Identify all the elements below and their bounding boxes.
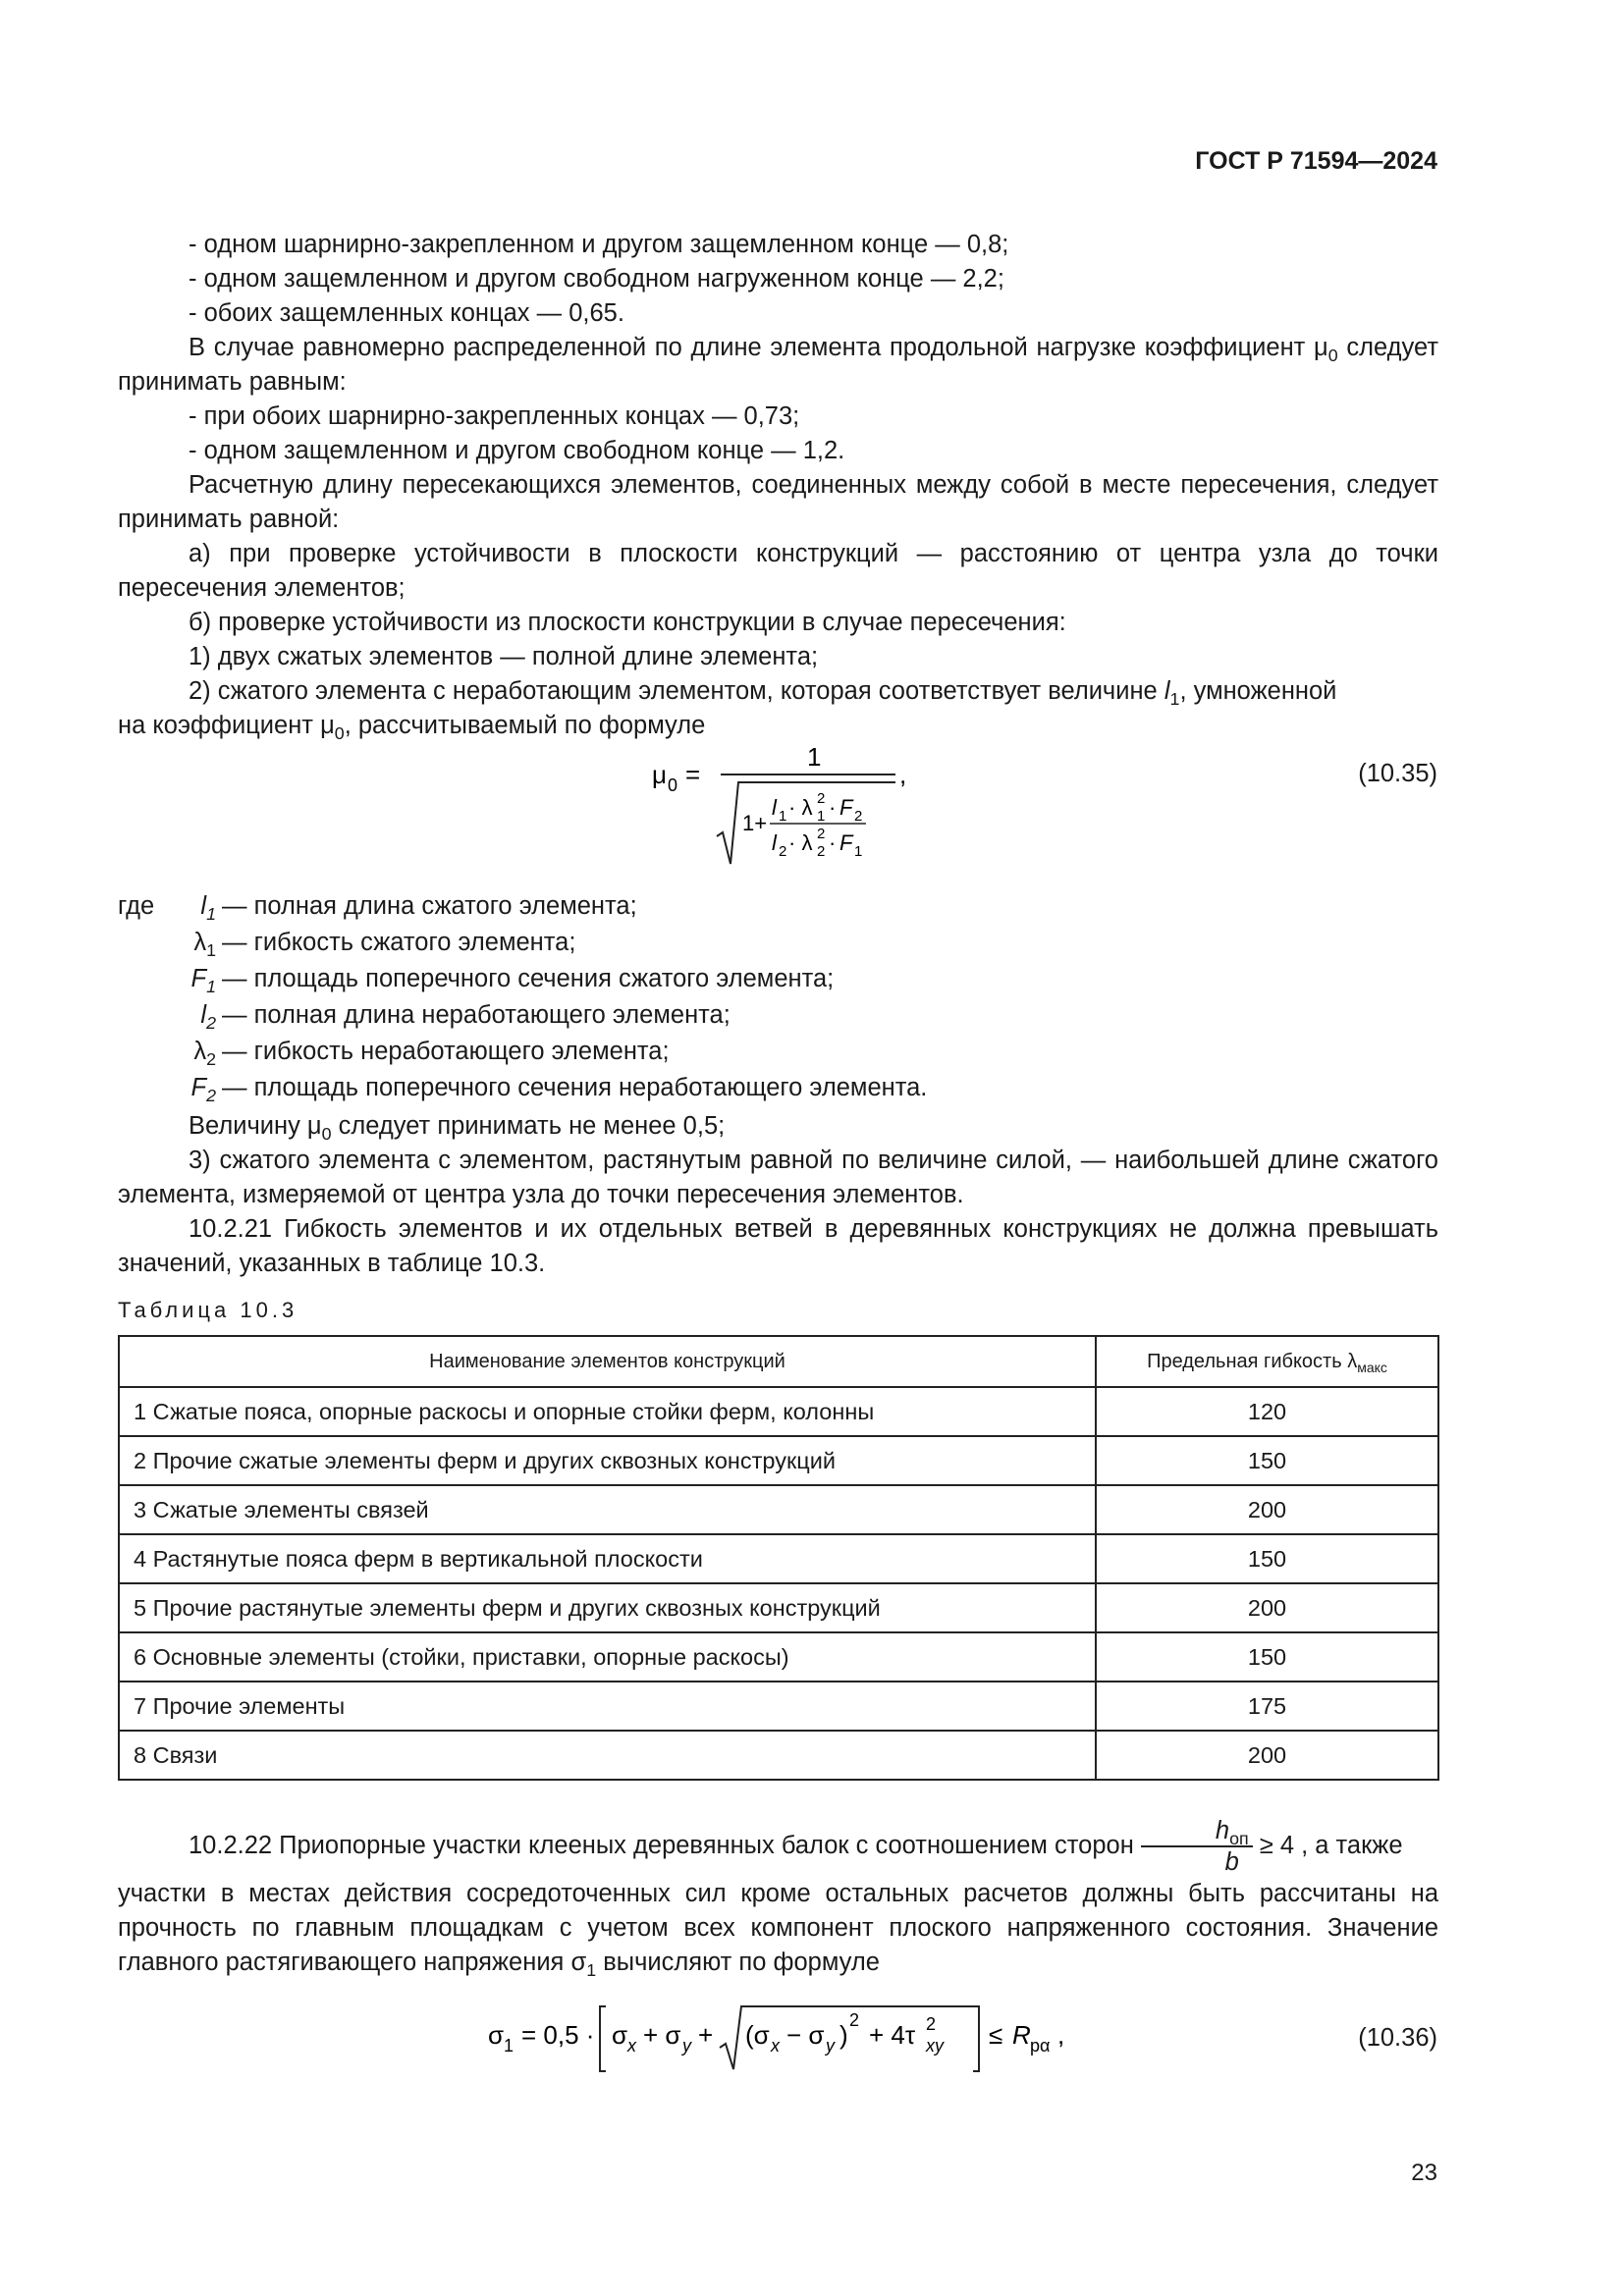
table-row xyxy=(119,1583,1438,1632)
svg-text:2: 2 xyxy=(817,790,826,807)
svg-text:· λ: · λ xyxy=(788,795,813,820)
svg-text:σ: σ xyxy=(488,2020,505,2050)
svg-text:− σ: − σ xyxy=(786,2020,825,2050)
list-item: - одном защемленном и другом свободном конце — 1,2. xyxy=(189,437,845,464)
equation-number: (10.35) xyxy=(1358,760,1437,787)
table-cell: 150 xyxy=(1096,1534,1438,1583)
definitions-list xyxy=(118,888,927,1106)
definition-row: $\lambda_2$ — гибкость неработающего элемента; xyxy=(193,1038,670,1070)
table-cell: 2 Прочие сжатые элементы ферм и других сквозных конструкций xyxy=(119,1436,1096,1485)
table-cell: 200 xyxy=(1096,1583,1438,1632)
limit-flexibility-table xyxy=(118,1335,1439,1781)
list-item: - обоих защемленных концах — 0,65. xyxy=(189,299,624,327)
table-cell: 8 Связи xyxy=(119,1731,1096,1780)
table-cell: 7 Прочие элементы xyxy=(119,1682,1096,1731)
column-header: Наименование элементов конструкций xyxy=(119,1336,1096,1387)
paragraph: 10.2.22 Приопорные участки клееных деревянных балок с соотношением сторон $\frac{h_{оп}}{b}$ ≥ 4 , а также xyxy=(189,1817,1403,1877)
table-cell: 6 Основные элементы (стойки, приставки, опорные раскосы) xyxy=(119,1632,1096,1682)
svg-text:l: l xyxy=(772,795,777,820)
definition-row: $l_2$ — полная длина неработающего элемента; xyxy=(200,1001,731,1034)
svg-text:,: , xyxy=(1057,2020,1065,2050)
svg-text:σ: σ xyxy=(612,2020,628,2050)
svg-text:l: l xyxy=(772,830,777,855)
paragraph: 10.2.21 Гибкость элементов и их отдельных ветвей в деревянных конструкциях не должна превышать значений, указанных в таблице 10.3. xyxy=(118,1215,1438,1277)
text-block-top xyxy=(118,228,1438,743)
table-row xyxy=(119,1485,1438,1534)
svg-text:1: 1 xyxy=(817,808,826,825)
text-block-bottom xyxy=(118,1816,1438,1980)
svg-text:2: 2 xyxy=(817,826,826,842)
svg-text:+ 4τ: + 4τ xyxy=(869,2020,916,2050)
table-cell: 5 Прочие растянутые элементы ферм и других сквозных конструкций xyxy=(119,1583,1096,1632)
table-header-row xyxy=(119,1336,1438,1387)
paragraph: 1) двух сжатых элементов — полной длине элемента; xyxy=(189,643,819,670)
text-block-middle xyxy=(118,1109,1438,1281)
svg-text:2: 2 xyxy=(849,2010,860,2030)
definition-row: где $l_1$ — полная длина сжатого элемента; xyxy=(118,892,637,925)
svg-text:2: 2 xyxy=(779,843,787,860)
table-row xyxy=(119,1436,1438,1485)
formula-10-36 xyxy=(486,1993,1075,2088)
paragraph: а) при проверке устойчивости в плоскости конструкций — расстоянию от центра узла до точки пересечения элементов; xyxy=(118,540,1438,602)
page-header: ГОСТ Р 71594—2024 xyxy=(1195,147,1437,175)
svg-text:·: · xyxy=(829,795,837,820)
svg-text:,: , xyxy=(899,760,907,789)
table-row xyxy=(119,1731,1438,1780)
list-item: - одном шарнирно-закрепленном и другом защемленном конце — 0,8; xyxy=(189,231,1009,258)
svg-text:μ: μ xyxy=(652,760,667,789)
paragraph: 2) сжатого элемента с неработающим элементом, которая соответствует величине $l_1$, умноженной на коэффициент $\mu_0$, рассчитываемый по формуле xyxy=(118,677,1337,744)
definition-row: $F_2$ — площадь поперечного сечения неработающего элемента. xyxy=(190,1074,928,1106)
paragraph: б) проверке устойчивости из плоскости конструкции в случае пересечения: xyxy=(189,609,1066,636)
svg-text:2: 2 xyxy=(854,808,863,825)
svg-text:x: x xyxy=(771,2036,780,2056)
ratio-fraction: $\frac{h_{оп}}{b}$ xyxy=(1141,1816,1253,1877)
svg-text:): ) xyxy=(839,2020,848,2050)
table-row xyxy=(119,1682,1438,1731)
table-cell: 200 xyxy=(1096,1731,1438,1780)
svg-text:1: 1 xyxy=(854,843,863,860)
equation-number: (10.36) xyxy=(1358,2024,1437,2052)
svg-text:xy: xy xyxy=(926,2036,944,2056)
table-cell: 120 xyxy=(1096,1387,1438,1436)
svg-text:=: = xyxy=(685,760,701,789)
svg-text:2: 2 xyxy=(926,2014,937,2034)
svg-text:+ σ: + σ xyxy=(643,2020,681,2050)
svg-text:+: + xyxy=(698,2020,714,2050)
svg-text:1: 1 xyxy=(779,808,787,825)
svg-text:(σ: (σ xyxy=(745,2020,770,2050)
svg-text:F: F xyxy=(839,795,853,820)
svg-text:2: 2 xyxy=(817,843,826,860)
svg-text:= 0,5 ·: = 0,5 · xyxy=(521,2020,595,2050)
svg-text:рα: рα xyxy=(1030,2036,1051,2056)
svg-text:0: 0 xyxy=(668,775,678,795)
svg-text:1: 1 xyxy=(504,2036,514,2056)
table-cell: 150 xyxy=(1096,1436,1438,1485)
svg-text:·: · xyxy=(829,830,837,855)
paragraph: В случае равномерно распределенной по длине элемента продольной нагрузке коэффициент $\mu_0$ следует принимать равным: xyxy=(118,334,1438,396)
table-cell: 150 xyxy=(1096,1632,1438,1682)
svg-text:y: y xyxy=(826,2036,835,2056)
definition-row: $\lambda_1$ — гибкость сжатого элемента; xyxy=(193,929,576,961)
list-item: - одном защемленном и другом свободном нагруженном конце — 2,2; xyxy=(189,265,1004,293)
table-row xyxy=(119,1632,1438,1682)
svg-text:1+: 1+ xyxy=(742,811,768,835)
table-cell: 4 Растянутые пояса ферм в вертикальной плоскости xyxy=(119,1534,1096,1583)
table-cell: 3 Сжатые элементы связей xyxy=(119,1485,1096,1534)
svg-text:≤: ≤ xyxy=(989,2020,1003,2050)
page-number: 23 xyxy=(1411,2160,1437,2186)
formula-10-35 xyxy=(648,738,923,882)
paragraph: Расчетную длину пересекающихся элементов, соединенных между собой в месте пересечения, следует принимать равной: xyxy=(118,471,1438,533)
table-cell: 1 Сжатые пояса, опорные раскосы и опорные стойки ферм, колонны xyxy=(119,1387,1096,1436)
table-cell: 175 xyxy=(1096,1682,1438,1731)
svg-text:F: F xyxy=(839,830,853,855)
table-row xyxy=(119,1534,1438,1583)
paragraph: Величину $\mu_0$ следует принимать не менее 0,5; xyxy=(189,1112,726,1145)
paragraph: 3) сжатого элемента с элементом, растянутым равной по величине силой, — наибольшей длине сжатого элемента, измеряемой от центра узла до точки пересечения элементов. xyxy=(118,1147,1438,1208)
column-header: Предельная гибкость $\lambda_{макс}$ xyxy=(1096,1336,1438,1387)
svg-text:x: x xyxy=(627,2036,636,2056)
svg-text:y: y xyxy=(682,2036,691,2056)
table-caption: Таблица 10.3 xyxy=(118,1298,298,1322)
list-item: - при обоих шарнирно-закрепленных концах — 0,73; xyxy=(189,402,800,430)
paragraph: участки в местах действия сосредоточенных сил кроме остальных расчетов должны быть рассчитаны на прочность по главным площадкам с учетом всех компонент плоского напряженного состояния. Значение главного растягивающего напряжения $\sigma_1$ вычисляют по формуле xyxy=(118,1880,1438,1981)
table-row xyxy=(119,1387,1438,1436)
svg-text:R: R xyxy=(1012,2020,1031,2050)
svg-text:· λ: · λ xyxy=(788,830,813,855)
definition-row: $F_1$ — площадь поперечного сечения сжатого элемента; xyxy=(190,965,835,997)
table-cell: 200 xyxy=(1096,1485,1438,1534)
svg-text:1: 1 xyxy=(807,742,822,772)
